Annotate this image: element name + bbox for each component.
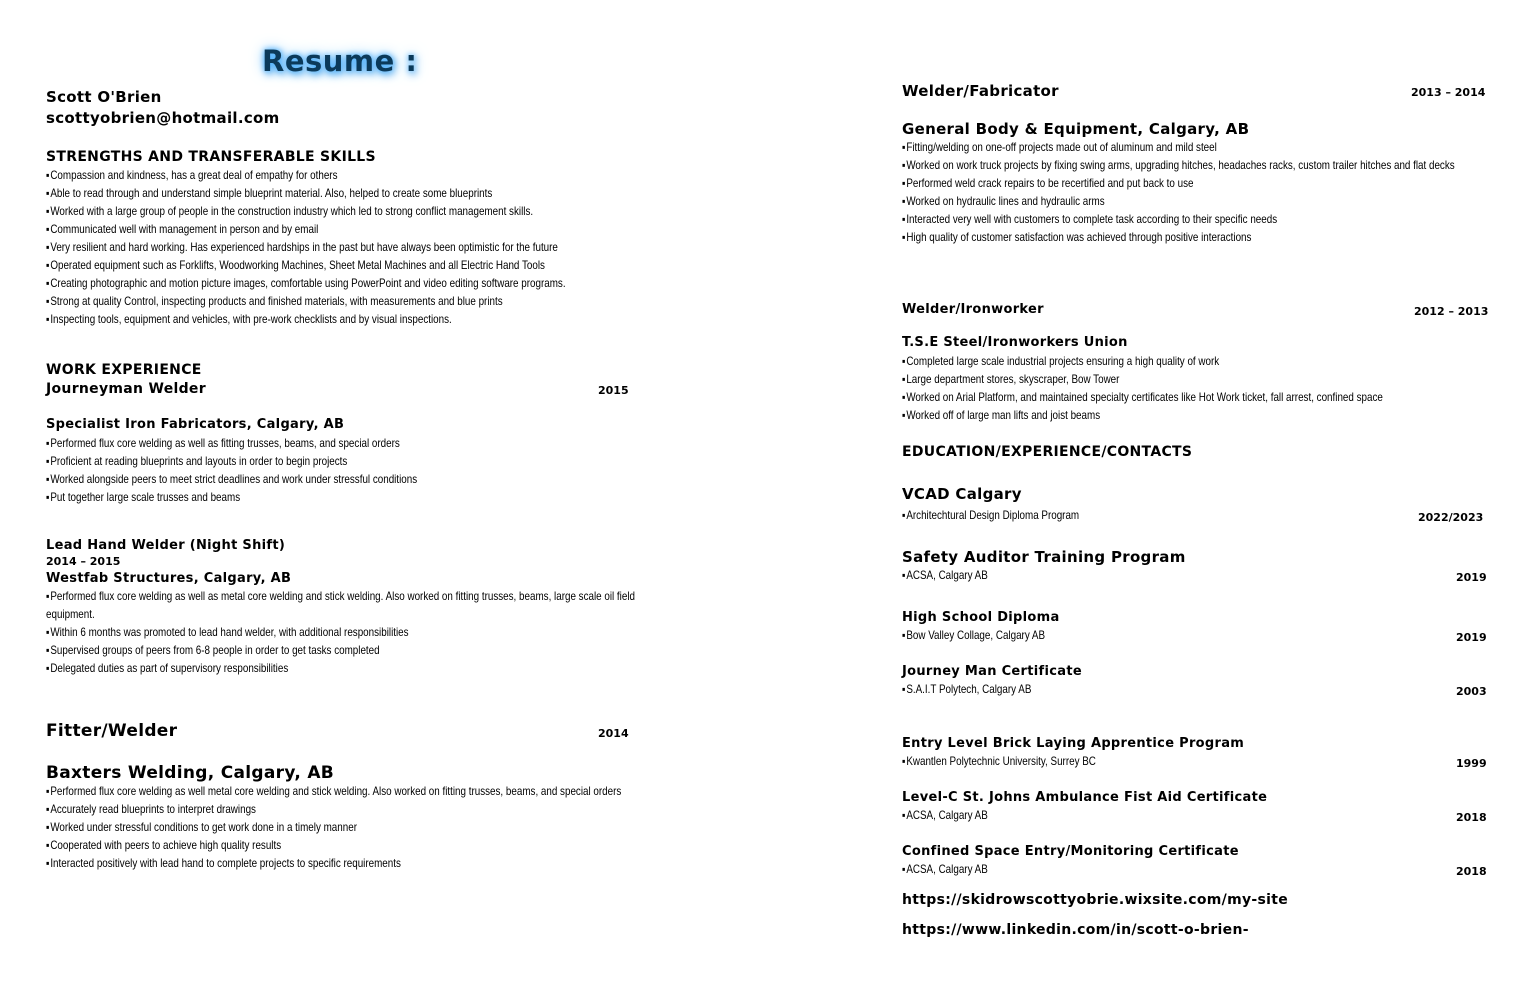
list-item: ▪ Cooperated with peers to achieve high quality results [46, 836, 636, 854]
list-item: ▪ Very resilient and hard working. Has experienced hardships in the past but have always been optimistic for the future [46, 238, 636, 256]
job-duties [902, 352, 1492, 424]
list-item: ▪ Supervised groups of peers from 6-8 people in order to get tasks completed [46, 641, 636, 659]
education-year: 1999 [1456, 757, 1487, 770]
education-title: Level-C St. Johns Ambulance Fist Aid Certificate [902, 790, 1268, 805]
job-role: Journeyman Welder [46, 381, 206, 397]
skills-list [46, 166, 636, 328]
skills-heading: STRENGTHS AND TRANSFERABLE SKILLS [46, 149, 376, 165]
job-company: Westfab Structures, Calgary, AB [46, 571, 292, 586]
education-title: Journey Man Certificate [902, 664, 1082, 679]
list-item: ▪ Communicated well with management in person and by email [46, 220, 636, 238]
list-item: ▪ Large department stores, skyscraper, Bow Tower [902, 370, 1492, 388]
list-item: ▪ Performed flux core welding as well as metal core welding and stick welding. Also worked on fitting trusses, beams, large scale oil field equipment. [46, 587, 636, 623]
list-item: ▪ Worked alongside peers to meet strict deadlines and work under stressful conditions [46, 470, 636, 488]
list-item: ▪ Put together large scale trusses and beams [46, 488, 636, 506]
list-item: ▪ Worked with a large group of people in the construction industry which led to strong conflict management skills. [46, 202, 636, 220]
job-years: 2014 [598, 727, 629, 740]
list-item: ▪ Completed large scale industrial projects ensuring a high quality of work [902, 352, 1492, 370]
list-item: ▪ Proficient at reading blueprints and layouts in order to begin projects [46, 452, 636, 470]
education-detail: ▪ S.A.I.T Polytech, Calgary AB [902, 680, 1492, 698]
education-detail: ▪ ACSA, Calgary AB [902, 806, 1492, 824]
education-detail: ▪ ACSA, Calgary AB [902, 566, 1492, 584]
education-detail: ▪ Architechtural Design Diploma Program [902, 506, 1492, 524]
list-item: ▪ Interacted very well with customers to complete task according to their specific needs [902, 210, 1492, 228]
list-item: ▪ Interacted positively with lead hand to complete projects to specific requirements [46, 854, 636, 872]
list-item: ▪ Worked off of large man lifts and joist beams [902, 406, 1492, 424]
education-title: Confined Space Entry/Monitoring Certificate [902, 844, 1239, 859]
list-item: ▪ Performed flux core welding as well metal core welding and stick welding. Also worked on fitting trusses, beams, and special orders [46, 782, 636, 800]
job-duties [902, 138, 1492, 246]
list-item: ▪ Accurately read blueprints to interpret drawings [46, 800, 636, 818]
education-detail: ▪ Kwantlen Polytechnic University, Surrey BC [902, 752, 1492, 770]
job-years: 2012 – 2013 [1414, 305, 1489, 318]
education-title: Safety Auditor Training Program [902, 548, 1186, 566]
job-company: Baxters Welding, Calgary, AB [46, 763, 335, 783]
education-heading: EDUCATION/EXPERIENCE/CONTACTS [902, 444, 1193, 460]
list-item: ▪ Within 6 months was promoted to lead hand welder, with additional responsibilities [46, 623, 636, 641]
education-detail: ▪ ACSA, Calgary AB [902, 860, 1492, 878]
list-item: ▪ Worked on hydraulic lines and hydraulic arms [902, 192, 1492, 210]
list-item: ▪ Fitting/welding on one-off projects made out of aluminum and mild steel [902, 138, 1492, 156]
list-item: ▪ Creating photographic and motion picture images, comfortable using PowerPoint and video editing software programs. [46, 274, 636, 292]
job-role: Fitter/Welder [46, 721, 178, 741]
list-item: ▪ Compassion and kindness, has a great deal of empathy for others [46, 166, 636, 184]
education-year: 2018 [1456, 865, 1487, 878]
job-years: 2014 – 2015 [46, 555, 121, 568]
job-role: Welder/Fabricator [902, 82, 1059, 100]
job-duties [46, 434, 636, 506]
resume-title: Resume : [262, 44, 418, 78]
list-item: ▪ High quality of customer satisfaction was achieved through positive interactions [902, 228, 1492, 246]
education-year: 2019 [1456, 571, 1487, 584]
website-link[interactable]: https://skidrowscottyobrie.wixsite.com/my-site [902, 892, 1289, 908]
education-year: 2003 [1456, 685, 1487, 698]
list-item: ▪ Worked under stressful conditions to get work done in a timely manner [46, 818, 636, 836]
job-role: Lead Hand Welder (Night Shift) [46, 538, 286, 553]
job-role: Welder/Ironworker [902, 302, 1044, 317]
education-year: 2018 [1456, 811, 1487, 824]
job-years: 2015 [598, 384, 629, 397]
list-item: ▪ Inspecting tools, equipment and vehicles, with pre-work checklists and by visual inspections. [46, 310, 636, 328]
education-title: High School Diploma [902, 610, 1060, 625]
job-company: T.S.E Steel/Ironworkers Union [902, 335, 1128, 350]
list-item: ▪ Performed weld crack repairs to be recertified and put back to use [902, 174, 1492, 192]
job-company: General Body & Equipment, Calgary, AB [902, 120, 1250, 138]
linkedin-link[interactable]: https://www.linkedin.com/in/scott-o-brien- [902, 922, 1249, 938]
list-item: ▪ Strong at quality Control, inspecting products and finished materials, with measurements and blue prints [46, 292, 636, 310]
job-duties [46, 587, 636, 677]
education-detail: ▪ Bow Valley Collage, Calgary AB [902, 626, 1492, 644]
candidate-email[interactable]: scottyobrien@hotmail.com [46, 109, 280, 127]
education-year: 2022/2023 [1418, 511, 1484, 524]
education-title: Entry Level Brick Laying Apprentice Program [902, 736, 1245, 751]
work-heading: WORK EXPERIENCE [46, 362, 202, 378]
education-year: 2019 [1456, 631, 1487, 644]
list-item: ▪ Operated equipment such as Forklifts, Woodworking Machines, Sheet Metal Machines and all Electric Hand Tools [46, 256, 636, 274]
list-item: ▪ Worked on work truck projects by fixing swing arms, upgrading hitches, headaches racks, custom trailer hitches and flat decks [902, 156, 1492, 174]
list-item: ▪ Performed flux core welding as well as fitting trusses, beams, and special orders [46, 434, 636, 452]
list-item: ▪ Worked on Arial Platform, and maintained specialty certificates like Hot Work ticket, fall arrest, confined space [902, 388, 1492, 406]
candidate-name: Scott O'Brien [46, 88, 162, 106]
job-company: Specialist Iron Fabricators, Calgary, AB [46, 417, 345, 432]
job-years: 2013 – 2014 [1411, 86, 1486, 99]
list-item: ▪ Able to read through and understand simple blueprint material. Also, helped to create some blueprints [46, 184, 636, 202]
education-title: VCAD Calgary [902, 485, 1022, 503]
job-duties [46, 782, 636, 872]
list-item: ▪ Delegated duties as part of supervisory responsibilities [46, 659, 636, 677]
